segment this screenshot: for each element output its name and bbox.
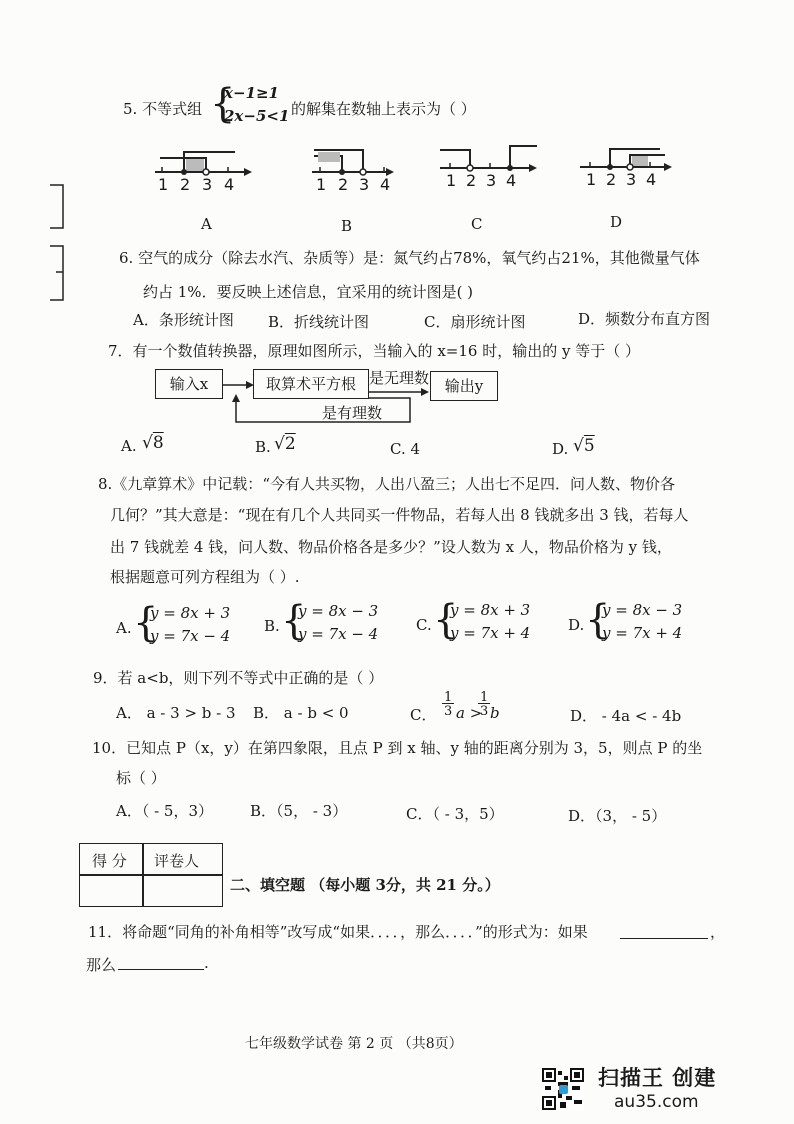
q8-line-4: 根据题意可列方程组为（ ）. (110, 568, 300, 586)
q11-comma: ， (710, 923, 726, 941)
q10-option-c: C．（ - 3，5） (406, 805, 504, 823)
q5-brace: { (210, 81, 236, 127)
q8-option-c-brace: { (433, 597, 459, 643)
q7-option-b-radicand: 2 (284, 434, 296, 454)
tick-label: 3 (202, 175, 213, 194)
score-table (79, 843, 223, 907)
watermark-brand: 扫描王 创建 (598, 1066, 717, 1090)
q8-option-c-eq2: y = 7x + 4 (450, 624, 531, 642)
q10-option-d: D．（3， - 5） (568, 807, 667, 825)
flow-process-box: 取算术平方根 (253, 369, 369, 399)
flow-input-box: 输入x (155, 369, 223, 399)
q8-option-a-eq2: y = 7x − 4 (150, 627, 231, 645)
q7-option-d: D. (552, 440, 569, 458)
section-2-heading: 二、填空题 （每小题 3分，共 21 分。） (230, 876, 500, 894)
q8-line-2: 几何？”其大意是：“现在有几个人共同买一件物品，若每人出 8 钱就多出 3 钱，若每人 (110, 506, 689, 524)
tick-label: 3 (486, 171, 497, 190)
q5-text-pre: 5. 不等式组 (123, 100, 203, 118)
flow-rational-label: 是有理数 (322, 404, 383, 422)
q8-line-3: 出 7 钱就差 4 钱，问人数、物品价格各是多少？”设人数为 x 人，物品价格为 y 钱， (110, 538, 672, 556)
tick-label: 3 (626, 170, 637, 189)
q5-option-b: B (341, 217, 353, 235)
q5-text-post: 的解集在数轴上表示为（ ） (291, 100, 476, 118)
tick-label: 4 (506, 171, 517, 190)
qr-code-icon (542, 1068, 584, 1110)
tick-label: 2 (606, 170, 617, 189)
tick-label: 3 (359, 175, 370, 194)
q11-line-2: 那么 (86, 956, 117, 974)
q7-option-a: A. (121, 437, 137, 455)
q5-ineq-1: x−1≥1 (224, 84, 279, 102)
q5-option-d: D (610, 213, 623, 231)
tick-label: 4 (646, 170, 657, 189)
q6-option-b: B．折线统计图 (268, 313, 370, 331)
flow-output-box: 输出y (430, 371, 498, 401)
tick-label: 1 (316, 175, 327, 194)
q9-option-a: A． a - 3 > b - 3 (116, 704, 236, 722)
q11-blank-if[interactable] (620, 922, 708, 939)
grader-header: 评卷人 (154, 852, 200, 870)
table-divider-h (80, 874, 222, 876)
tick-label: 2 (466, 171, 477, 190)
q7-option-a-radical: √8 (142, 433, 164, 453)
q10-line-1: 10．已知点 P（x，y）在第四象限，且点 P 到 x 轴、y 轴的距离分别为 3，5，则点 P 的坐 (92, 739, 703, 757)
q8-option-d-label: D. (568, 616, 585, 634)
q7-option-b: B. (255, 438, 271, 456)
q6-line-2: 约占 1%．要反映上述信息，宜采用的统计图是( ) (143, 283, 474, 301)
q8-option-c-label: C. (416, 616, 432, 634)
tick-label: 1 (446, 171, 457, 190)
score-header: 得 分 (92, 852, 127, 870)
q9-fraction-1: 1 3 (444, 690, 453, 719)
q9-option-b: B． a - b < 0 (253, 704, 349, 722)
q7-option-a-radicand: 8 (152, 433, 164, 453)
q9-option-d: D． - 4a < - 4b (570, 707, 682, 725)
q9-option-c: C． (410, 706, 437, 724)
q8-option-c-eq1: y = 8x + 3 (450, 601, 531, 619)
tick-label: 1 (158, 175, 169, 194)
tick-label: 2 (180, 175, 191, 194)
q10-option-b: B．（5， - 3） (250, 802, 348, 820)
q7-option-c: C. 4 (390, 440, 421, 458)
q6-option-c: C．扇形统计图 (424, 313, 526, 331)
tick-label: 2 (338, 175, 349, 194)
watermark-site: au35.com (614, 1092, 699, 1112)
q11-blank-then[interactable] (118, 953, 204, 970)
q10-line-2: 标（ ） (116, 769, 166, 787)
page-footer: 七年级数学试卷 第 2 页 （共8页） (245, 1036, 463, 1052)
q7-option-d-radical: √5 (573, 436, 595, 456)
q8-option-d-eq1: y = 8x − 3 (602, 601, 683, 619)
q7-option-b-radical: √2 (274, 434, 296, 454)
q7-text: 7．有一个数值转换器，原理如图所示，当输入的 x=16 时，输出的 y 等于（ ） (108, 342, 640, 360)
q8-option-a-label: A. (116, 619, 132, 637)
q8-option-a-brace: { (133, 600, 159, 646)
q5-ineq-2: 2x−5<1 (224, 107, 290, 125)
q8-line-1: 8.《九章算术》中记载：“今有人共买物，人出八盈三；人出七不足四．问人数、物价各 (98, 475, 675, 493)
q5-option-c: C (471, 215, 483, 233)
q8-option-a-eq1: y = 8x + 3 (150, 604, 231, 622)
q11-line-1: 11．将命题“同角的补角相等”改写成“如果．．．．，那么．．．．”的形式为：如果 (88, 923, 588, 941)
tick-label: 4 (380, 175, 391, 194)
q8-option-d-brace: { (585, 597, 611, 643)
q8-option-b-eq1: y = 8x − 3 (298, 602, 379, 620)
q6-option-d: D．频数分布直方图 (578, 310, 711, 328)
q6-option-a: A．条形统计图 (133, 311, 234, 329)
q9-text: 9．若 a<b，则下列不等式中正确的是（ ） (93, 669, 384, 687)
tick-label: 4 (224, 175, 235, 194)
q8-option-b-label: B. (264, 617, 280, 635)
q9-option-c-b: b (490, 704, 500, 722)
q11-period: . (204, 954, 209, 972)
flow-irrational-label: 是无理数 (369, 369, 430, 387)
q9-option-c-a: a > (456, 704, 483, 722)
q8-option-b-brace: { (281, 598, 307, 644)
q8-option-b-eq2: y = 7x − 4 (298, 625, 379, 643)
q5-option-a: A (201, 215, 212, 233)
q8-option-d-eq2: y = 7x + 4 (602, 624, 683, 642)
tick-label: 1 (586, 170, 597, 189)
q9-fraction-2: 1 3 (480, 690, 489, 719)
q6-line-1: 6. 空气的成分（除去水汽、杂质等）是：氮气约占78%，氧气约占21%，其他微量气体 (119, 249, 700, 267)
q7-option-d-radicand: 5 (583, 436, 595, 456)
q10-option-a: A．（ - 5，3） (116, 802, 214, 820)
